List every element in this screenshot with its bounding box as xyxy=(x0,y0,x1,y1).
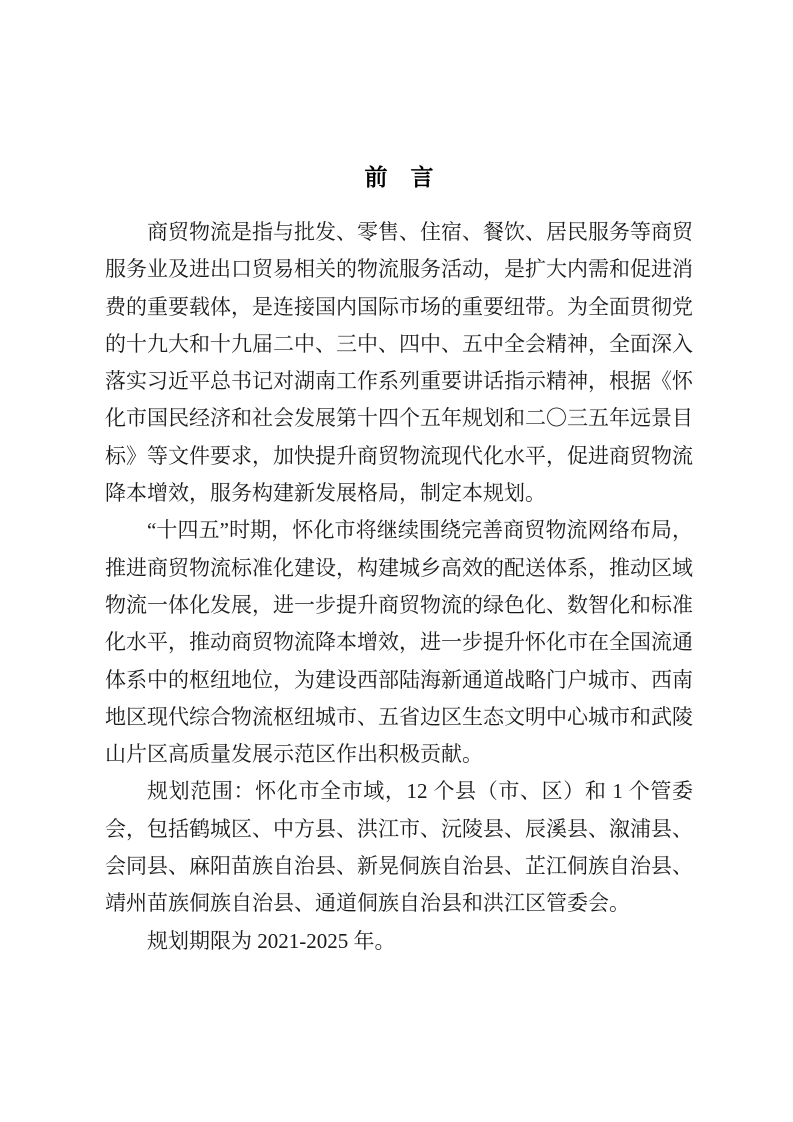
paragraph-intro: 商贸物流是指与批发、零售、住宿、餐饮、居民服务等商贸服务业及进出口贸易相关的物流服务活动，是扩大内需和促进消费的重要载体，是连接国内国际市场的重要纽带。为全面贯彻党的十九大和十九届二中、三中、四中、五中全会精神，全面深入落实习近平总书记对湖南工作系列重要讲话指示精神，根据《怀化市国民经济和社会发展第十四个五年规划和二〇三五年远景目标》等文件要求，加快提升商贸物流现代化水平，促进商贸物流降本增效，服务构建新发展格局，制定本规划。 xyxy=(105,220,693,506)
paragraph-planning-horizon: 规划期限为 2021-2025 年。 xyxy=(147,928,396,953)
page-title: 前 言 xyxy=(364,164,434,190)
paragraph-planning-scope: 规划范围：怀化市全市域，12 个县（市、区）和 1 个管委会，包括鹤城区、中方县、洪江市、沅陵县、辰溪县、溆浦县、会同县、麻阳苗族自治县、新晃侗族自治县、芷江侗族自治县、靖州苗族侗族自治县、通道侗族自治县和洪江区管委会。 xyxy=(105,779,693,916)
paragraph-period-goals: “十四五”时期，怀化市将继续围绕完善商贸物流网络布局，推进商贸物流标准化建设，构建城乡高效的配送体系，推动区域物流一体化发展，进一步提升商贸物流的绿色化、数智化和标准化水平，推动商贸物流降本增效，进一步提升怀化市在全国流通体系中的枢纽地位，为建设西部陆海新通道战略门户城市、西南地区现代综合物流枢纽城市、五省边区生态文明中心城市和武陵山片区高质量发展示范区作出积极贡献。 xyxy=(105,518,693,767)
document-body xyxy=(105,214,693,960)
